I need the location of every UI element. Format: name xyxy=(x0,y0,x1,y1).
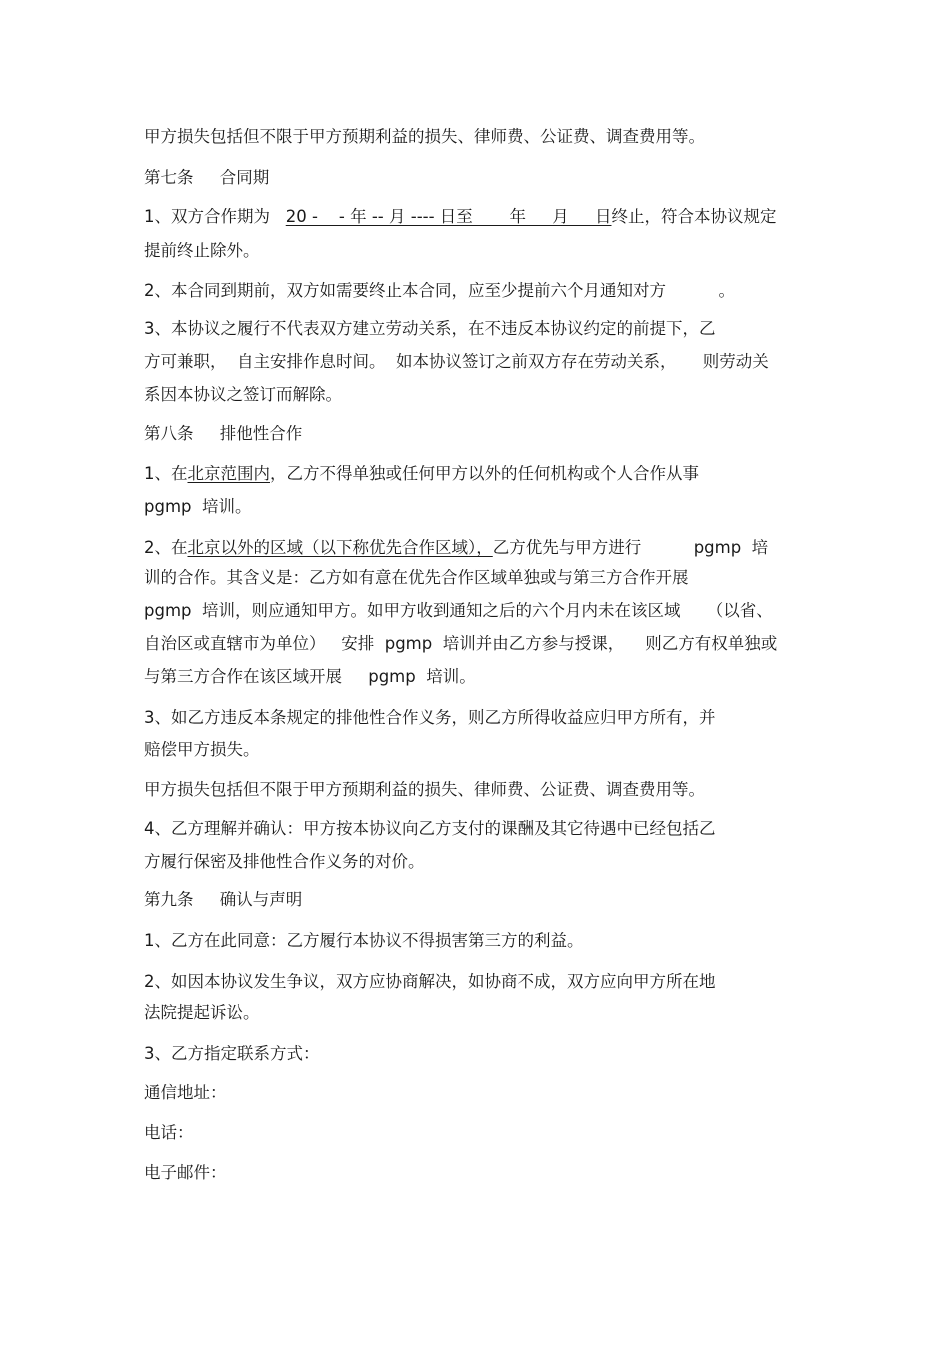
section-9-heading: 第九条 确认与声明 xyxy=(144,890,303,909)
text-line xyxy=(144,537,768,559)
underlined-text: 20 - - 年 -- 月 ---- 日至 年 月 日 xyxy=(285,207,612,226)
text-line: 2、本合同到期前，双方如需要终止本合同，应至少提前六个月通知对方 。 xyxy=(144,281,735,300)
text-line: 甲方损失包括但不限于甲方预期利益的损失、律师费、公证费、调查费用等。 xyxy=(144,780,705,799)
text-line: 赔偿甲方损失。 xyxy=(144,740,260,759)
text-line: pgmp 培训，则应通知甲方。如甲方收到通知之后的六个月内未在该区域 （以省、 xyxy=(144,601,773,620)
text-line xyxy=(144,463,699,485)
text-line: 方可兼职， 自主安排作息时间。 如本协议签订之前双方存在劳动关系， 则劳动关 xyxy=(144,352,769,371)
text-segment: 1、双方合作期为 xyxy=(144,207,286,226)
text-line: 自治区或直辖市为单位） 安排 pgmp 培训并由乙方参与授课， 则乙方有权单独或 xyxy=(144,634,778,653)
text-line: 方履行保密及排他性合作义务的对价。 xyxy=(144,852,425,871)
underlined-text: 北京以外的区域（以下称优先合作区域）， xyxy=(187,538,493,557)
text-line: 通信地址： xyxy=(144,1083,227,1102)
text-line: 训的合作。其含义是：乙方如有意在优先合作区域单独或与第三方合作开展 xyxy=(144,568,689,587)
text-segment: 终止，符合本协议规定 xyxy=(611,207,777,226)
text-line: 提前终止除外。 xyxy=(144,241,260,260)
text-line: 3、如乙方违反本条规定的排他性合作义务，则乙方所得收益应归甲方所有，并 xyxy=(144,708,716,727)
section-7-heading: 第七条 合同期 xyxy=(144,168,270,187)
text-line: 2、如因本协议发生争议，双方应协商解决，如协商不成，双方应向甲方所在地 xyxy=(144,972,716,991)
text-line: 电子邮件： xyxy=(144,1163,227,1182)
text-line: 1、乙方在此同意：乙方履行本协议不得损害第三方的利益。 xyxy=(144,931,584,950)
text-line: pgmp 培训。 xyxy=(144,497,252,516)
text-segment: ，乙方不得单独或任何甲方以外的任何机构或个人合作从事 xyxy=(270,464,699,483)
text-line: 法院提起诉讼。 xyxy=(144,1003,260,1022)
text-line xyxy=(144,206,776,228)
text-line: 3、本协议之履行不代表双方建立劳动关系，在不违反本协议约定的前提下，乙 xyxy=(144,319,716,338)
underlined-text: 北京范围内 xyxy=(187,464,270,483)
text-line: 与第三方合作在该区域开展 pgmp 培训。 xyxy=(144,667,476,686)
text-segment: 1、在 xyxy=(144,464,188,483)
text-line: 4、乙方理解并确认：甲方按本协议向乙方支付的课酬及其它待遇中已经包括乙 xyxy=(144,819,716,838)
text-segment: 2、在 xyxy=(144,538,188,557)
text-line: 电话： xyxy=(144,1123,194,1142)
text-line: 甲方损失包括但不限于甲方预期利益的损失、律师费、公证费、调查费用等。 xyxy=(144,127,705,146)
section-8-heading: 第八条 排他性合作 xyxy=(144,424,303,443)
text-line: 3、乙方指定联系方式： xyxy=(144,1044,320,1063)
text-line: 系因本协议之签订而解除。 xyxy=(144,385,342,404)
text-segment: 乙方优先与甲方进行 pgmp 培 xyxy=(492,538,769,557)
